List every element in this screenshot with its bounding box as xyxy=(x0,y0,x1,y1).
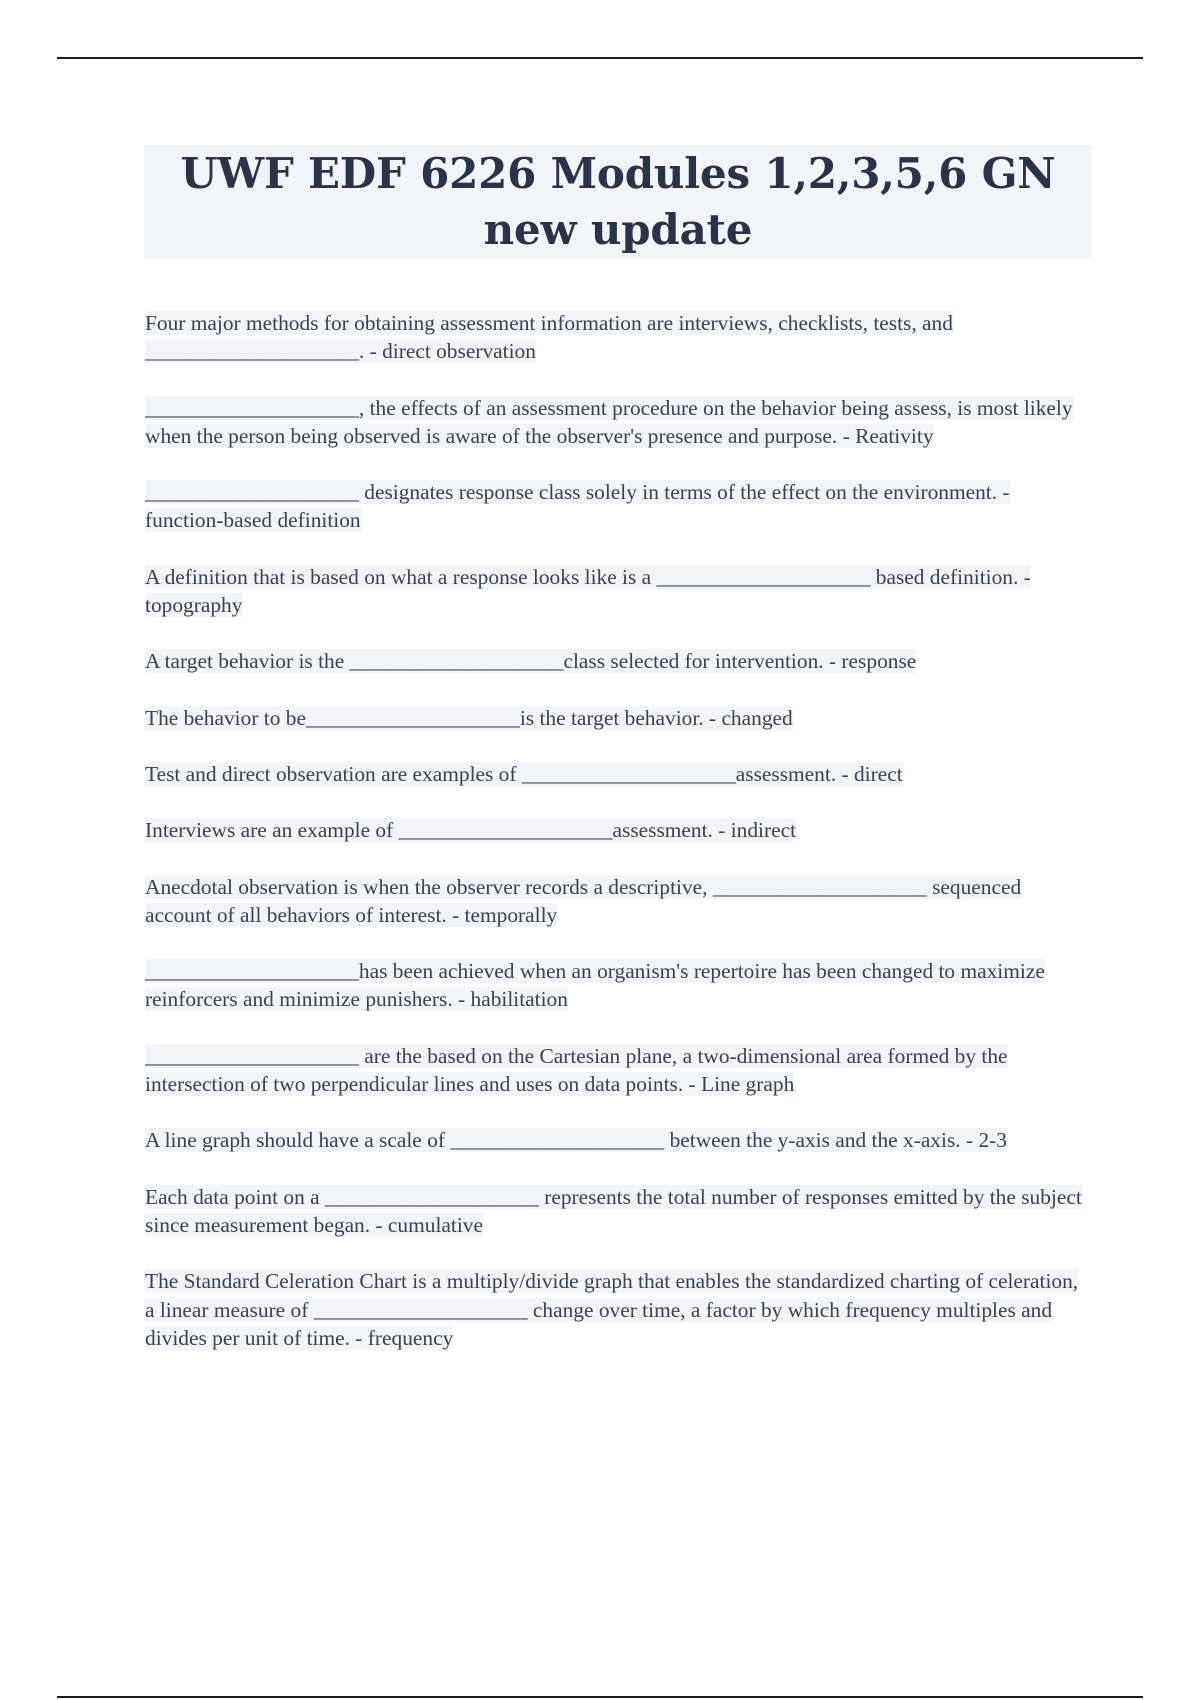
qa-item xyxy=(145,704,1090,732)
qa-text: A line graph should have a scale of ____________________ between the y-axis and the x-axis. - 2-3 xyxy=(145,1128,1007,1153)
document-title: UWF EDF 6226 Modules 1,2,3,5,6 GN new update xyxy=(180,148,1056,254)
qa-item xyxy=(145,647,1090,675)
qa-item xyxy=(145,1267,1090,1352)
qa-item xyxy=(145,760,1090,788)
qa-text: ____________________has been achieved when an organism's repertoire has been changed to maximize reinforcers and minimize punishers. - habilitation xyxy=(145,959,1045,1012)
qa-text: A definition that is based on what a response looks like is a ____________________ based definition. - topography xyxy=(145,564,1031,618)
qa-item xyxy=(145,873,1090,930)
top-rule xyxy=(57,57,1143,59)
qa-item xyxy=(145,394,1090,451)
qa-item xyxy=(145,309,1090,366)
qa-item xyxy=(145,1042,1090,1099)
qa-item xyxy=(145,563,1090,620)
qa-item xyxy=(145,1126,1090,1154)
qa-text: Four major methods for obtaining assessment information are interviews, checklists, tests, and ____________________. - direct observation xyxy=(145,311,953,364)
qa-item xyxy=(145,816,1090,844)
qa-text: A target behavior is the ____________________class selected for intervention. - response xyxy=(145,649,917,674)
qa-text: ____________________ designates response class solely in terms of the effect on the environment. - function-based definition xyxy=(145,480,1010,533)
qa-text: ____________________, the effects of an assessment procedure on the behavior being assess, is most likely when the person being observed is aware of the observer's presence and purpose. - Reativity xyxy=(145,395,1073,448)
qa-list xyxy=(145,309,1090,1380)
qa-text: Each data point on a ____________________ represents the total number of responses emitted by the subject since measurement began. - cumulative xyxy=(145,1184,1082,1237)
qa-text: The Standard Celeration Chart is a multiply/divide graph that enables the standardized charting of celeration, a linear measure of ____________________ change over time, a factor by which frequency multiples and divides per unit of time. - frequency xyxy=(145,1269,1079,1350)
qa-item xyxy=(145,478,1090,535)
qa-item xyxy=(145,957,1090,1014)
qa-text: ____________________ are the based on the Cartesian plane, a two-dimensional area formed by the intersection of two perpendicular lines and uses on data points. - Line graph xyxy=(145,1043,1008,1097)
title-block xyxy=(144,145,1092,258)
bottom-rule xyxy=(57,1696,1143,1698)
qa-item xyxy=(145,1183,1090,1240)
qa-text: Test and direct observation are examples of ____________________assessment. - direct xyxy=(145,761,903,786)
qa-text: The behavior to be____________________is the target behavior. - changed xyxy=(145,705,793,730)
qa-text: Interviews are an example of ____________________assessment. - indirect xyxy=(145,818,797,843)
qa-text: Anecdotal observation is when the observer records a descriptive, ____________________ sequenced account of all behaviors of interest. - temporally xyxy=(145,874,1022,927)
